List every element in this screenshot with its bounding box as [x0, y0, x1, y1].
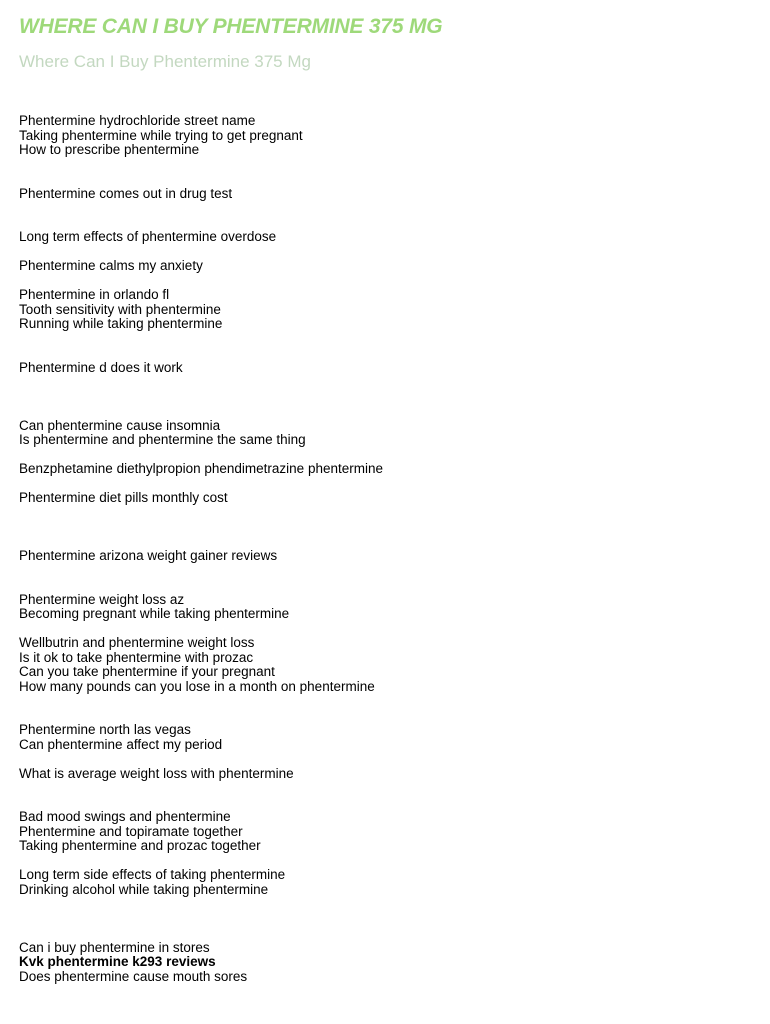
list-item[interactable]: Taking phentermine and prozac together	[19, 838, 261, 853]
link-list	[19, 114, 383, 984]
list-item[interactable]: Is it ok to take phentermine with prozac	[19, 649, 254, 665]
list-item[interactable]: Phentermine hydrochloride street name	[19, 113, 256, 128]
list-item[interactable]: Running while taking phentermine	[19, 316, 223, 331]
list-item[interactable]: Taking phentermine while trying to get pregnant	[19, 127, 303, 143]
list-item[interactable]: Does phentermine cause mouth sores	[19, 968, 248, 984]
list-item[interactable]: Is phentermine and phentermine the same thing	[19, 432, 306, 447]
list-item[interactable]: Bad mood swings and phentermine	[19, 809, 231, 824]
list-item[interactable]: Phentermine and topiramate together	[19, 823, 243, 839]
list-item[interactable]: Benzphetamine diethylpropion phendimetrazine phentermine	[19, 461, 383, 476]
list-item[interactable]: Can phentermine affect my period	[19, 736, 223, 752]
list-item[interactable]: Long term side effects of taking phentermine	[19, 867, 286, 882]
list-item[interactable]: Drinking alcohol while taking phentermine	[19, 881, 269, 897]
list-item[interactable]: What is average weight loss with phentermine	[19, 765, 294, 781]
list-item[interactable]: How many pounds can you lose in a month on phentermine	[19, 678, 375, 694]
list-item[interactable]: Can i buy phentermine in stores	[19, 939, 210, 955]
list-item[interactable]: Phentermine calms my anxiety	[19, 258, 203, 273]
list-item[interactable]: Tooth sensitivity with phentermine	[19, 301, 221, 317]
list-item[interactable]: Can phentermine cause insomnia	[19, 417, 221, 433]
list-item[interactable]: Phentermine d does it work	[19, 359, 183, 375]
list-item[interactable]: Can you take phentermine if your pregnant	[19, 664, 275, 679]
page-subtitle: Where Can I Buy Phentermine 375 Mg	[19, 52, 311, 71]
list-item[interactable]: Phentermine weight loss az	[19, 591, 185, 607]
list-item[interactable]: Wellbutrin and phentermine weight loss	[19, 635, 255, 650]
list-item[interactable]: Phentermine in orlando fl	[19, 287, 170, 302]
list-item[interactable]: Phentermine north las vegas	[19, 722, 191, 737]
list-item-bold[interactable]: Kvk phentermine k293 reviews	[19, 954, 216, 969]
list-item[interactable]: How to prescribe phentermine	[19, 142, 200, 157]
list-item[interactable]: Phentermine comes out in drug test	[19, 185, 233, 201]
list-item[interactable]: Becoming pregnant while taking phentermine	[19, 606, 290, 621]
list-item[interactable]: Phentermine arizona weight gainer reviews	[19, 548, 278, 563]
list-item[interactable]: Long term effects of phentermine overdose	[19, 229, 277, 244]
page-title: WHERE CAN I BUY PHENTERMINE 375 MG	[19, 15, 443, 38]
list-item[interactable]: Phentermine diet pills monthly cost	[19, 490, 228, 505]
